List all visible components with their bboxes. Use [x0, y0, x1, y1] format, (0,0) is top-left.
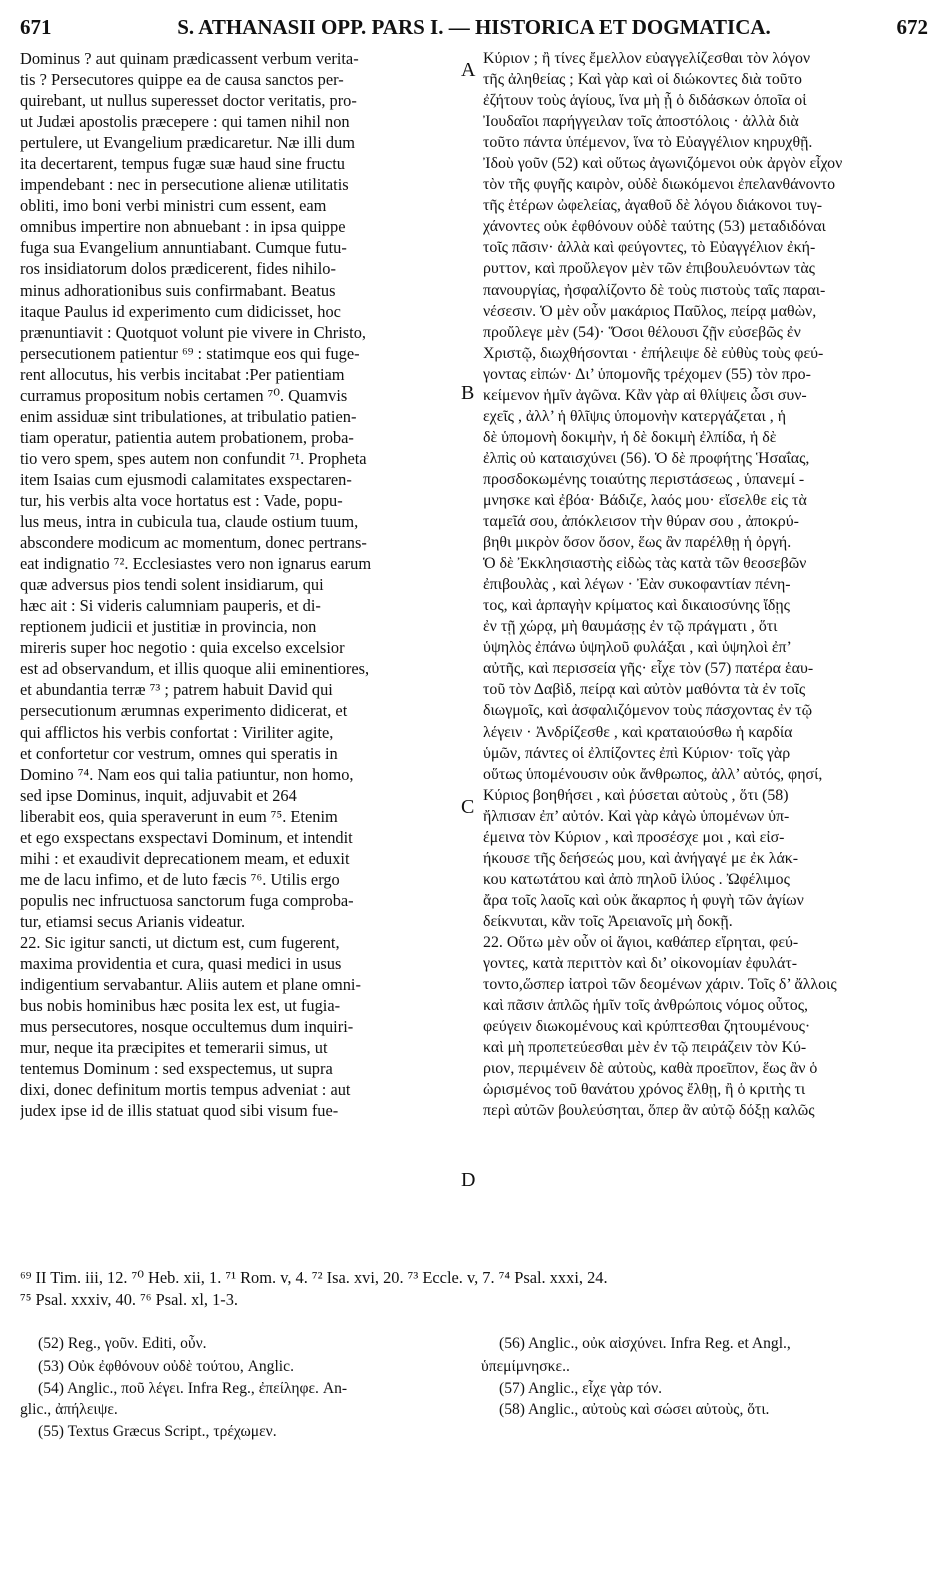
latin-text-line: persecutionum ærumnas experimento didicerat, et: [20, 701, 348, 721]
latin-text-line: populis nec infructuosa sanctorum fuga comproba-: [20, 890, 354, 910]
latin-text-line: tiam operatur, patientia autem probationem, proba-: [20, 427, 354, 447]
latin-text-line: Domino ⁷⁴. Nam eos qui talia patiuntur, non homo,: [20, 764, 354, 784]
latin-text-line: mireris super hoc negotio : quia excelso excelsior: [20, 638, 345, 658]
latin-text-line: tio vero spem, spes autem non confundit ⁷¹. Propheta: [20, 448, 367, 468]
latin-text-line: hæc ait : Si videris calumniam pauperis, et di-: [20, 596, 321, 616]
greek-text-line: γοντες, κατὰ περιττὸν καὶ δι’ οἰκονομίαν ἐφυλάτ-: [483, 955, 798, 973]
greek-text-line: έμεινα τὸν Κύριον , καὶ προσέσχε μοι , καὶ εἰσ-: [483, 828, 785, 846]
greek-text-line: περὶ αὐτῶν βουλεύσηται, ὅπερ ἂν αὐτῷ δόξῃ καλῶς: [483, 1102, 815, 1120]
latin-text-line: pertulere, ut Evangelium prædicaretur. Næ illi dum: [20, 133, 356, 153]
variant-note-line: ὑπεμίμνησκε..: [481, 1358, 570, 1375]
greek-text-line: βηθι μικρὸν ὅσον ὅσον, ἕως ἂν παρέλθῃ ἡ ὀργή.: [483, 534, 792, 552]
greek-text-line: ριον, περιμένειν δὲ αὐτοὺς, καθὰ προεῖπον, ἕως ἂν ὁ: [483, 1060, 818, 1078]
latin-text-line: sed ipse Dominus, inquit, adjuvabit et 264: [20, 785, 297, 805]
greek-text-line: προσδοκωμένης τοιαύτης περιστάσεως , ὑπανεμί -: [483, 470, 805, 488]
greek-text-line: ταμεῖά σου, ἀπόκλεισον τὴν θύραν σου , ἀποκρύ-: [483, 513, 799, 531]
latin-text-line: Dominus ? aut quinam prædicassent verbum verita-: [20, 49, 359, 68]
latin-text-line: 22. Sic igitur sancti, ut dictum est, cum fugerent,: [20, 932, 340, 952]
latin-text-line: quæ adversus pios tendi solent insidiarum, qui: [20, 575, 324, 595]
greek-text-line: χάνοντες οὐκ ἐφθόνουν οὐδὲ ταύτης (53) μεταδιδόναι: [483, 218, 826, 236]
latin-text-line: indigentium servabantur. Aliis autem et plane omni-: [20, 975, 361, 995]
latin-text-line: enim assiduæ sint tribulationes, at tribulatio patien-: [20, 406, 357, 426]
latin-text-line: ut Judæi apostolis præcepere : qui tamen nihil non: [20, 112, 350, 132]
latin-text-line: lus meus, intra in cubicula tua, claude ostium tuum,: [20, 512, 359, 532]
greek-column: [483, 48, 929, 1121]
greek-text-line: ἐπιβουλὰς , καὶ λέγων · Ἐὰν συκοφαντίαν πένη-: [483, 576, 791, 594]
variant-note-line: (56) Anglic., οὐκ αἰσχύνει. Infra Reg. et Angl.,: [499, 1335, 791, 1352]
greek-text-line: 22. Οὕτω μὲν οὖν οἱ ἅγιοι, καθάπερ εἴρηται, φεύ-: [483, 933, 799, 951]
greek-text-line: ήκουσε τῆς δεήσεώς μου, καὶ ἀνήγαγέ με ἐκ λάκ-: [483, 849, 799, 867]
greek-text-line: τοῦτο πάντα ὑπέμενον, ἵνα τὸ Εὐαγγέλιον κηρυχθῇ.: [483, 134, 813, 152]
latin-text-line: et confortetur cor vestrum, omnes qui speratis in: [20, 743, 338, 763]
latin-text-line: bus nobis hominibus hæc posita lex est, ut fugia-: [20, 996, 341, 1016]
greek-text-line: ρυττον, καὶ προὔλεγον μὲν τῶν ἐπιβουλευόντων τὰς: [483, 260, 815, 278]
latin-text-line: ita decertarent, tempus fugæ suæ haud sine fructu: [20, 154, 345, 174]
latin-text-line: dixi, donec definitum mortis tempus adveniat : aut: [20, 1080, 351, 1100]
footnote-line: ⁶⁹ II Tim. iii, 12. ⁷⁰ Heb. xii, 1. ⁷¹ Rom. v, 4. ⁷² Isa. xvi, 20. ⁷³ Eccle. v, 7. ⁷⁴ Psal. xxxi, 24.: [20, 1268, 608, 1287]
greek-text-line: Ἰουδαῖοι παρήγγειλαν τοῖς ἀποστόλοις · ἀλλὰ διὰ: [483, 113, 799, 131]
variant-note-line: (58) Anglic., αὐτοὺς καὶ σώσει αὐτοὺς, ὅτι.: [499, 1401, 770, 1418]
greek-text-line: οὕτως ὑπομένουσιν οὐκ ἄνθρωπος, ἀλλ’ αὐτός, φησί,: [483, 765, 823, 783]
latin-text-line: persecutionem patientur ⁶⁹ : statimque eos qui fuge-: [20, 343, 360, 363]
footnote-line: ⁷⁵ Psal. xxxiv, 40. ⁷⁶ Psal. xl, 1-3.: [20, 1290, 239, 1309]
latin-text-line: liberabit eos, quia speraverunt in eum ⁷⁵. Etenim: [20, 806, 338, 826]
latin-text-line: me de lacu infimo, et de luto fæcis ⁷⁶. Utilis ergo: [20, 869, 340, 889]
latin-text-line: est ad observandum, et illis quoque alii eminentiores,: [20, 659, 370, 679]
greek-text-line: καὶ πᾶσιν ἁπλῶς ἡμῖν τοῖς ἀνθρώποις νόμος οὗτος,: [483, 997, 808, 1015]
latin-text-line: mihi : et exaudivit deprecationem meam, et eduxit: [20, 848, 350, 868]
variant-note-line: (53) Οὐκ ἐφθόνουν οὐδὲ τούτου, Anglic.: [38, 1358, 294, 1375]
greek-text-line: τῆς ἑτέρων ὠφελείας, ἀγαθοῦ δὲ λόγου διάκονοι τυγ-: [483, 197, 823, 215]
greek-text-line: διωγμοῖς, καὶ ἀσφαλιζόμενον τοὺς πάσχοντας ἐν τῷ: [483, 702, 813, 720]
right-page-number: 672: [896, 15, 928, 39]
greek-text-line: κείμενον ἡμῖν ἀγῶνα. Κἂν γὰρ αἱ θλίψεις ὦσι συν-: [483, 386, 807, 404]
greek-text-line: Ὁ δὲ Ἐκκλησιαστὴς εἰδὼς τὰς κατὰ τῶν θεοσεβῶν: [483, 555, 807, 573]
variant-note-line: (55) Textus Græcus Script., τρέχωμεν.: [38, 1423, 277, 1440]
latin-text-line: obliti, imo boni verbi ministri cum essent, eam: [20, 196, 327, 216]
variant-note-line: glic., ἀπήλειψε.: [20, 1401, 118, 1418]
latin-text-line: omnibus impertire non abnuebant : in ipsa quippe: [20, 217, 346, 237]
greek-text-line: λέγειν · Ἀνδρίζεσθε , καὶ κραταιούσθω ἡ καρδία: [483, 723, 793, 741]
margin-letter-d: D: [461, 1169, 476, 1191]
latin-text-line: qui afflictos his verbis confortat : Viriliter agite,: [20, 722, 334, 742]
greek-text-line: τος, καὶ ἁρπαγὴν κρίματος καὶ δικαιοσύνης ἴδῃς: [483, 597, 790, 615]
latin-text-line: rent allocutus, his verbis incitabat :Per patientiam: [20, 364, 345, 384]
latin-text-line: itaque Paulus id experimento cum didicisset, hoc: [20, 301, 341, 321]
latin-text-line: et abundantia terræ ⁷³ ; patrem habuit David qui: [20, 680, 333, 700]
variant-note-line: (52) Reg., γοῦν. Editi, οὖν.: [38, 1335, 207, 1352]
latin-text-line: tis ? Persecutores quippe ea de causa sanctos per-: [20, 70, 344, 90]
greek-text-line: ὑμῶν, πάντες οἱ ἐλπίζοντες ἐπὶ Κύριον· τοῖς γὰρ: [483, 744, 791, 762]
greek-text-line: γοντας εἰπών· Δι’ ὑπομονῆς τρέχομεν (55) τὸν προ-: [483, 365, 811, 383]
greek-text-line: τοῦ τὸν Δαβὶδ, πείρᾳ καὶ αὐτὸν μαθόντα τὰ ἐν τοῖς: [483, 681, 806, 699]
greek-text-line: τοντο,ὥσπερ ἰατροὶ τῶν δεομένων χάριν. Τοῖς δ’ ἄλλοις: [483, 976, 837, 994]
latin-text-line: curramus propositum nobis certamen ⁷⁰. Quamvis: [20, 385, 348, 405]
latin-text-line: tur, etiamsi secus Arianis videatur.: [20, 911, 246, 931]
latin-text-line: impendebant : nec in persecutione alienæ utilitatis: [20, 175, 349, 195]
greek-text-line: φεύγειν διωκομένους καὶ κρύπτεσθαι ζητουμένους·: [483, 1018, 811, 1036]
greek-text-line: νέσεσιν. Ὁ μὲν οὖν μακάριος Παῦλος, πείρᾳ μαθὼν,: [483, 302, 817, 320]
greek-text-line: πανουργίας, ἠσφαλίζοντο δὲ τοὺς πιστοὺς ταῖς παραι-: [483, 281, 826, 299]
latin-text-line: ros insidiatorum dolos prædicerent, fides nihilo-: [20, 259, 336, 279]
margin-letter-a: A: [461, 59, 476, 81]
latin-text-line: quirebant, ut nullus superesset doctor veritatis, pro-: [20, 91, 357, 111]
greek-text-line: δείκνυται, κἂν τοῖς Ἀρειανοῖς μὴ δοκῇ.: [483, 912, 733, 930]
latin-text-line: abscondere modicum ac momentum, donec pertrans-: [20, 533, 367, 553]
left-page-number: 671: [20, 15, 52, 39]
greek-text-line: μνησκε καὶ ἐβόα· Βάδιζε, λαός μου· εἴσελθε εἰς τὰ: [483, 491, 807, 509]
latin-column: [20, 48, 457, 1121]
greek-text-line: ἐν τῇ χώρᾳ, μὴ θαυμάσῃς ἐν τῷ πράγματι , ὅτι: [483, 618, 778, 636]
greek-text-line: τοῖς πᾶσιν· ἀλλὰ καὶ φεύγοντες, τὸ Εὐαγγέλιον ἐκή-: [483, 239, 816, 257]
latin-text-line: maxima providentia et cura, quasi medici in usus: [20, 954, 342, 974]
greek-text-line: προὔλεγε μὲν (54)· Ὅσοι θέλουσι ζῇν εὐσεβῶς ἐν: [483, 323, 801, 341]
greek-text-line: Κύριος βοηθήσει , καὶ ῥύσεται αὐτοὺς , ὅτι (58): [483, 786, 789, 804]
greek-text-line: τὸν τῆς φυγῆς καιρὸν, οὐδὲ διωκόμενοι ἐπελανθάνοντο: [483, 176, 836, 194]
latin-text-line: eat indignatio ⁷². Ecclesiastes vero non ignarus earum: [20, 554, 372, 574]
greek-text-line: τῆς ἀληθείας ; Καὶ γὰρ καὶ οἱ διώκοντες διὰ τοῦτο: [483, 71, 802, 89]
greek-text-line: καὶ μὴ προπετεύεσθαι μὲν ἐν τῷ πειράζειν τὸν Κύ-: [483, 1039, 807, 1057]
latin-text-line: reptionem judicii et justitiæ in provincia, non: [20, 617, 317, 637]
greek-text-line: Ἰδοὺ γοῦν (52) καὶ οὕτως ἀγωνιζόμενοι οὐκ ἀργὸν εἶχον: [483, 155, 843, 173]
latin-text-line: tur, his verbis alta voce hortatus est : Vade, popu-: [20, 490, 343, 510]
greek-text-line: ὑψηλὸς ἐπάνω ὑψηλοῦ φυλάξαι , καὶ ὑψηλοὶ ἐπ’: [483, 639, 792, 657]
greek-text-line: δὲ ὑπομονὴ δοκιμὴν, ἡ δὲ δοκιμὴ ἐλπίδα, ἡ δὲ: [483, 428, 777, 446]
running-title: S. ATHANASII OPP. PARS I. — HISTORICA ET DOGMATICA.: [177, 15, 771, 39]
greek-text-line: κου κατωτάτου καὶ ἀπὸ πηλοῦ ἰλύος . Ὠφέλιμος: [483, 870, 790, 888]
greek-text-line: Κύριον ; ἢ τίνες ἔμελλον εὐαγγελίζεσθαι τὸν λόγον: [483, 50, 811, 67]
greek-text-line: ὡρισμένος τοῦ θανάτου χρόνος ἔλθῃ, ἢ ὁ κριτὴς τι: [483, 1081, 806, 1099]
greek-text-line: Χριστῷ, διωχθήσονται · ἐπήλειψε δὲ εὐθὺς τοὺς φεύ-: [483, 344, 824, 362]
latin-text-line: et ego exspectans exspectavi Dominum, et intendit: [20, 827, 353, 847]
latin-text-line: item Isaias cum ejusmodi calamitates exspectaren-: [20, 469, 352, 489]
greek-text-line: αὐτῆς, καὶ περισσεία γῆς· εἶχε τὸν (57) πατέρα ἑαυ-: [483, 660, 814, 678]
greek-text-line: ἐλπὶς οὐ καταισχύνει (56). Ὁ δὲ προφήτης Ἡσαΐας,: [483, 449, 810, 467]
variant-note-line: (57) Anglic., εἶχε γὰρ τόν.: [499, 1380, 663, 1397]
margin-letter-b: B: [461, 382, 475, 404]
greek-text-line: ἐζήτουν τοὺς ἁγίους, ἵνα μὴ ᾖ ὁ διδάσκων ὁποῖα οἱ: [483, 92, 807, 110]
latin-text-line: minus adhorationibus suis confirmabant. Beatus: [20, 280, 336, 300]
greek-text-line: ἤλπισαν ἐπ’ αὐτόν. Καὶ γὰρ κἀγὼ ὑπομένων ὑπ-: [483, 807, 790, 825]
latin-text-line: prænuntiavit : Quotquot volunt pie vivere in Christo,: [20, 322, 366, 342]
greek-text-line: ἄρα τοῖς λαοῖς καὶ οὐκ ἄκαρπος ἡ φυγὴ τῶν ἁγίων: [483, 891, 804, 909]
latin-text-line: judex ipse id de illis statuat quod sibi visum fue-: [20, 1101, 339, 1121]
latin-text-line: mus persecutores, nosque occultemus dum inquiri-: [20, 1017, 354, 1037]
latin-text-line: mur, neque ita præcipites et temerarii simus, ut: [20, 1038, 328, 1058]
variant-note-line: (54) Anglic., ποῦ λέγει. Infra Reg., ἐπείληφε. An-: [38, 1380, 348, 1397]
margin-letter-c: C: [461, 796, 475, 818]
latin-text-line: tentemus Dominum : sed exspectemus, ut supra: [20, 1059, 333, 1079]
latin-text-line: fuga sua Evangelium annuntiabant. Cumque futu-: [20, 238, 347, 258]
greek-text-line: εχεῖς , ἀλλ’ ἡ θλῖψις ὑπομονὴν κατεργάζεται , ἡ: [483, 407, 787, 425]
